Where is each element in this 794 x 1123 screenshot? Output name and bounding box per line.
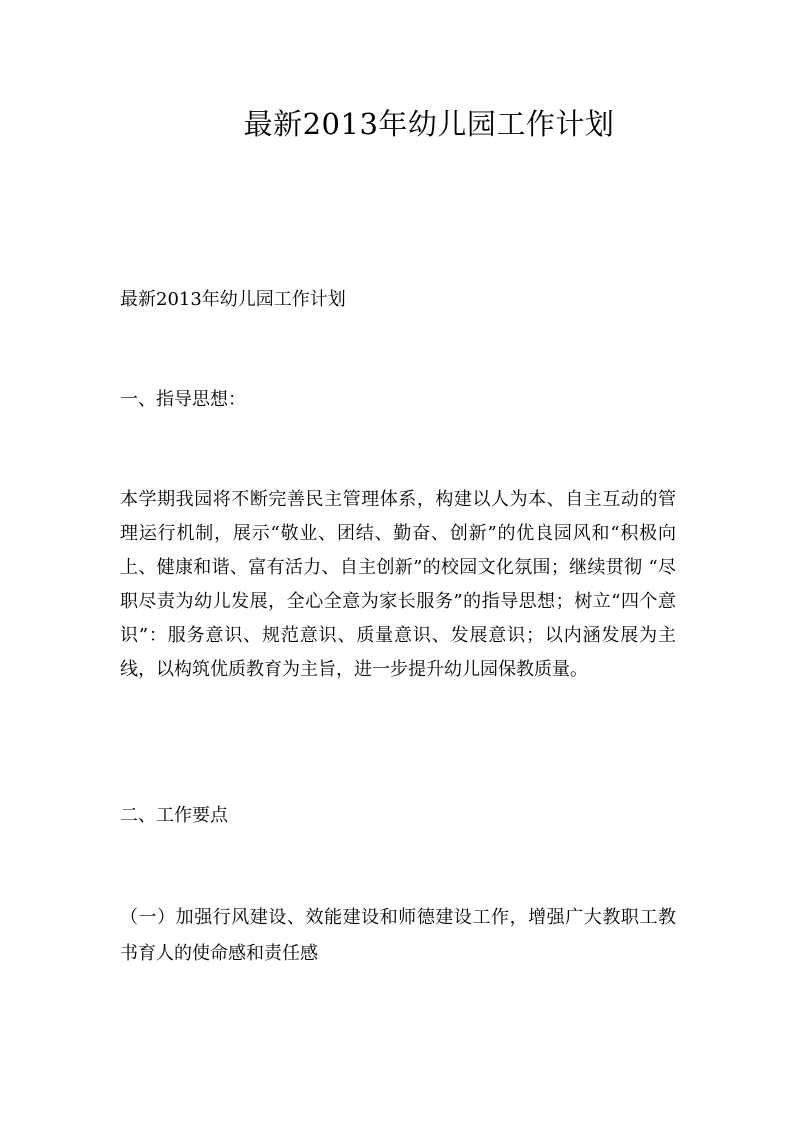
document-title: 最新2013年幼儿园工作计划 bbox=[243, 107, 615, 141]
guiding-ideology-paragraph: 本学期我园将不断完善民主管理体系，构建以人为本、自主互动的管理运行机制，展示“敬业、团结、勤奋、创新”的优良园风和“积极向上、健康和谐、富有活力、自主创新”的校园文化氛围；继续贯彻 “尽职尽责为幼儿发展，全心全意为家长服务”的指导思想；树立“四个意识”：服务意识、规范意识、质量意识、发展意识；以内涵发展为主线，以构筑优质教育为主旨，进一步提升幼儿园保教质量。 bbox=[120, 489, 676, 680]
section-heading-work-points: 二、工作要点 bbox=[120, 805, 228, 826]
document-subtitle: 最新2013年幼儿园工作计划 bbox=[120, 289, 346, 310]
work-point-item-1: （一）加强行风建设、效能建设和师德建设工作，增强广大教职工教书育人的使命感和责任感 bbox=[120, 907, 676, 964]
section-heading-guiding-ideology: 一、指导思想： bbox=[120, 389, 246, 410]
